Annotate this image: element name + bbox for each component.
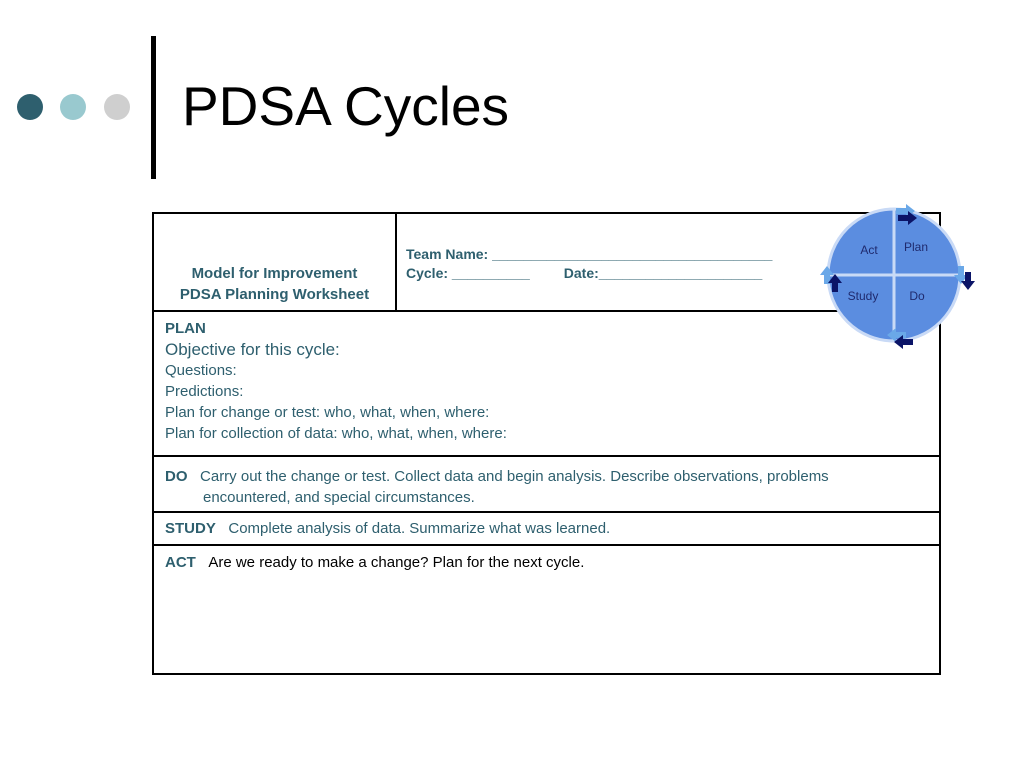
study-text: Complete analysis of data. Summarize what was learned. <box>228 520 611 537</box>
plan-label: PLAN <box>165 320 206 337</box>
act-label: ACT <box>165 554 196 571</box>
plan-data-collection: Plan for collection of data: who, what, when, where: <box>165 425 507 442</box>
worksheet-info <box>406 245 772 283</box>
slide-title: PDSA Cycles <box>182 75 510 137</box>
worksheet-title <box>154 214 397 310</box>
worksheet-title-line1: Model for Improvement <box>191 265 358 282</box>
title-divider <box>151 36 156 179</box>
quadrant-plan: Plan <box>903 240 929 254</box>
bullet-dot-teal <box>60 94 86 120</box>
quadrant-study: Study <box>847 289 879 303</box>
quadrant-act: Act <box>860 243 878 257</box>
plan-objective: Objective for this cycle: <box>165 340 340 359</box>
team-name-field: Team Name: ____________________________________ <box>406 246 773 262</box>
plan-questions: Questions: <box>165 362 237 379</box>
study-label: STUDY <box>165 520 216 537</box>
do-text-line2: encountered, and special circumstances. <box>203 489 475 506</box>
cycle-date-line <box>406 264 772 283</box>
quadrant-do: Do <box>909 289 925 303</box>
do-section <box>154 457 939 513</box>
pdsa-cycle-diagram <box>818 204 976 352</box>
study-section <box>154 513 939 546</box>
plan-change-test: Plan for change or test: who, what, when, where: <box>165 404 490 421</box>
bullet-dot-dark <box>17 94 43 120</box>
date-field: Date:_____________________ <box>563 265 763 281</box>
act-text: Are we ready to make a change? Plan for the next cycle. <box>208 554 585 571</box>
cycle-field: Cycle: __________ <box>406 265 530 281</box>
act-section <box>154 546 939 673</box>
do-label: DO <box>165 468 188 485</box>
bullet-dot-grey <box>104 94 130 120</box>
worksheet-title-line2: PDSA Planning Worksheet <box>179 286 370 303</box>
do-text-line1: Carry out the change or test. Collect data and begin analysis. Describe observations, problems <box>200 468 829 485</box>
plan-predictions: Predictions: <box>165 383 244 400</box>
